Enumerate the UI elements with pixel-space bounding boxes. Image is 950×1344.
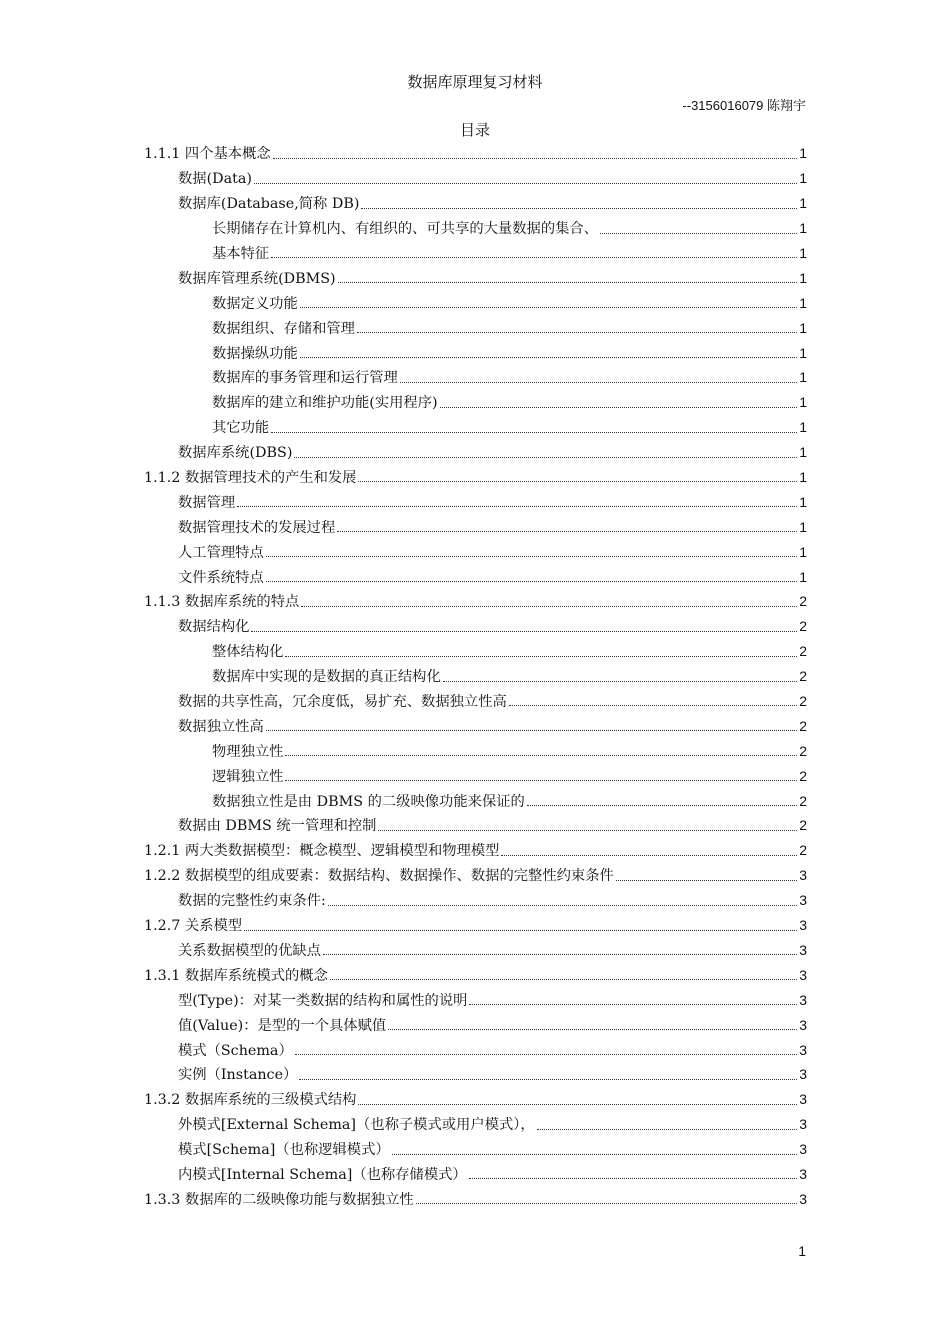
toc-entry[interactable]: [144, 141, 807, 166]
table-of-contents: [144, 141, 807, 1211]
toc-entry-page: 3: [799, 1190, 807, 1207]
toc-entry-title: 数据管理: [178, 494, 236, 511]
toc-entry[interactable]: [144, 390, 807, 415]
toc-entry-title: 数据库管理系统(DBMS): [178, 270, 336, 287]
toc-entry[interactable]: [144, 1087, 807, 1112]
toc-entry-title: 数据由 DBMS 统一管理和控制: [178, 818, 377, 835]
toc-entry-title: 1.1.2 数据管理技术的产生和发展: [144, 470, 357, 487]
toc-entry-title: 物理独立性: [212, 743, 284, 760]
dot-leader: [358, 480, 797, 482]
dot-leader: [357, 331, 797, 333]
toc-entry-page: 1: [799, 518, 807, 535]
dot-leader: [337, 530, 797, 532]
toc-entry[interactable]: [144, 265, 807, 290]
toc-entry[interactable]: [144, 614, 807, 639]
toc-entry-title: 其它功能: [212, 420, 270, 437]
toc-entry-title: 1.1.1 四个基本概念: [144, 146, 271, 163]
toc-entry-page: 3: [799, 991, 807, 1008]
toc-entry-title: 文件系统特点: [178, 569, 264, 586]
toc-entry[interactable]: [144, 788, 807, 813]
dot-leader: [378, 829, 797, 831]
dot-leader: [295, 1053, 797, 1055]
dot-leader: [616, 879, 797, 881]
dot-leader: [443, 680, 797, 682]
toc-entry[interactable]: [144, 589, 807, 614]
dot-leader: [328, 904, 797, 906]
toc-entry[interactable]: [144, 1137, 807, 1162]
dot-leader: [358, 1103, 797, 1105]
dot-leader: [509, 704, 797, 706]
toc-entry-title: 整体结构化: [212, 644, 284, 661]
dot-leader: [294, 456, 797, 458]
toc-entry-page: 1: [799, 245, 807, 261]
toc-entry-page: 1: [799, 493, 807, 510]
toc-entry-page: 1: [799, 269, 807, 286]
toc-entry-page: 3: [799, 1041, 807, 1058]
toc-entry[interactable]: [144, 1037, 807, 1062]
dot-leader: [440, 406, 798, 408]
document-title: 数据库原理复习材料: [407, 73, 543, 91]
dot-leader: [244, 929, 797, 931]
toc-entry-page: 1: [799, 220, 807, 237]
toc-entry-page: 1: [799, 145, 807, 162]
toc-entry-page: 2: [799, 742, 807, 759]
dot-leader: [469, 1177, 797, 1179]
toc-entry[interactable]: [144, 290, 807, 315]
toc-entry[interactable]: [144, 713, 807, 738]
toc-entry-page: 2: [799, 842, 807, 859]
toc-entry-title: 1.2.2 数据模型的组成要素：数据结构、数据操作、数据的完整性约束条件: [144, 868, 614, 885]
toc-entry[interactable]: [144, 738, 807, 763]
toc-entry-page: 1: [799, 294, 807, 311]
toc-entry[interactable]: [144, 838, 807, 863]
dot-leader: [254, 182, 797, 184]
toc-entry-title: 数据(Data): [178, 171, 253, 188]
dot-leader: [301, 605, 797, 607]
toc-entry[interactable]: [144, 987, 807, 1012]
toc-entry-title: 关系数据模型的优缺点: [178, 942, 321, 959]
toc-entry-page: 1: [799, 568, 807, 585]
toc-entry-title: 数据定义功能: [212, 295, 298, 312]
toc-entry-title: 数据管理技术的发展过程: [178, 519, 336, 536]
dot-leader: [600, 232, 797, 234]
toc-entry-page: 3: [799, 867, 807, 884]
toc-entry[interactable]: [144, 166, 807, 191]
toc-entry-title: 长期储存在计算机内、有组织的、可共享的大量数据的集合、: [212, 221, 599, 238]
dot-leader: [330, 978, 797, 980]
dot-leader: [300, 306, 797, 308]
page-number: 1: [798, 1243, 806, 1259]
dot-leader: [392, 1153, 798, 1155]
toc-entry-title: 数据的共享性高，冗余度低，易扩充、数据独立性高: [178, 694, 507, 711]
toc-entry-title: 逻辑独立性: [212, 768, 284, 785]
toc-entry-page: 3: [799, 941, 807, 958]
toc-entry-page: 1: [799, 369, 807, 386]
toc-entry-page: 3: [799, 1066, 807, 1083]
toc-entry-page: 1: [799, 195, 807, 212]
toc-entry-page: 3: [799, 1016, 807, 1033]
toc-entry-title: 模式[Schema]（也称逻辑模式）: [178, 1142, 390, 1159]
toc-entry-title: 实例（Instance）: [178, 1067, 298, 1084]
dot-leader: [537, 1128, 798, 1130]
toc-entry-page: 1: [799, 469, 807, 486]
dot-leader: [285, 779, 797, 781]
toc-entry[interactable]: [144, 415, 807, 440]
toc-entry[interactable]: [144, 1162, 807, 1187]
toc-entry-title: 数据库的事务管理和运行管理: [212, 370, 398, 387]
toc-entry[interactable]: [144, 938, 807, 963]
dot-leader: [527, 804, 797, 806]
toc-entry[interactable]: [144, 465, 807, 490]
toc-entry-title: 数据库中实现的是数据的真正结构化: [212, 669, 441, 686]
dot-leader: [266, 555, 797, 557]
toc-entry-title: 外模式[External Schema]（也称子模式或用户模式），: [178, 1117, 535, 1134]
toc-entry-page: 1: [799, 419, 807, 436]
toc-entry-title: 数据的完整性约束条件:: [178, 893, 326, 910]
toc-entry[interactable]: [144, 514, 807, 539]
dot-leader: [323, 953, 797, 955]
toc-entry[interactable]: [144, 216, 807, 241]
dot-leader: [300, 356, 797, 358]
toc-entry-title: 基本特征: [212, 246, 270, 262]
dot-leader: [361, 207, 797, 209]
toc-entry[interactable]: [144, 564, 807, 589]
toc-entry-page: 3: [799, 1116, 807, 1133]
dot-leader: [285, 754, 797, 756]
toc-entry[interactable]: [144, 763, 807, 788]
toc-entry[interactable]: [144, 440, 807, 465]
toc-entry-page: 1: [799, 543, 807, 560]
toc-entry-title: 数据独立性是由 DBMS 的二级映像功能来保证的: [212, 793, 525, 810]
dot-leader: [416, 1202, 798, 1204]
toc-entry-page: 1: [799, 319, 807, 336]
toc-entry-title: 值(Value)：是型的一个具体赋值: [178, 1017, 387, 1034]
toc-entry-page: 2: [799, 767, 807, 784]
toc-entry-page: 1: [799, 394, 807, 411]
toc-entry-title: 1.3.3 数据库的二级映像功能与数据独立性: [144, 1191, 414, 1208]
toc-entry-title: 1.3.2 数据库系统的三级模式结构: [144, 1092, 357, 1109]
toc-entry[interactable]: [144, 1112, 807, 1137]
toc-entry-title: 数据库(Database,简称 DB): [178, 196, 360, 213]
toc-entry-page: 2: [799, 668, 807, 685]
dot-leader: [338, 281, 798, 283]
toc-entry-title: 数据库的建立和维护功能(实用程序): [212, 395, 438, 412]
dot-leader: [299, 1078, 797, 1080]
toc-entry-title: 型(Type)：对某一类数据的结构和属性的说明: [178, 992, 468, 1009]
toc-entry[interactable]: [144, 1186, 807, 1211]
dot-leader: [266, 729, 797, 731]
dot-leader: [388, 1028, 797, 1030]
toc-entry-page: 1: [799, 444, 807, 461]
toc-entry-page: 3: [799, 1165, 807, 1182]
toc-entry-page: 1: [799, 170, 807, 187]
toc-entry-title: 1.1.3 数据库系统的特点: [144, 594, 300, 611]
toc-entry[interactable]: [144, 1062, 807, 1087]
toc-entry-title: 数据操纵功能: [212, 345, 298, 362]
toc-entry-page: 1: [799, 344, 807, 361]
toc-entry[interactable]: [144, 365, 807, 390]
dot-leader: [251, 630, 797, 632]
toc-entry-title: 内模式[Internal Schema]（也称存储模式）: [178, 1166, 467, 1183]
dot-leader: [237, 505, 797, 507]
toc-entry-title: 数据结构化: [178, 619, 250, 636]
toc-entry-page: 3: [799, 1141, 807, 1158]
toc-entry-title: 1.2.1 两大类数据模型：概念模型、逻辑模型和物理模型: [144, 843, 500, 860]
toc-entry[interactable]: [144, 489, 807, 514]
toc-entry-title: 模式（Schema）: [178, 1042, 293, 1059]
toc-entry-page: 3: [799, 966, 807, 983]
dot-leader: [266, 580, 797, 582]
toc-entry[interactable]: [144, 913, 807, 938]
toc-entry[interactable]: [144, 241, 807, 266]
toc-entry[interactable]: [144, 888, 807, 913]
toc-entry-title: 1.2.7 关系模型: [144, 918, 243, 935]
toc-entry[interactable]: [144, 639, 807, 664]
author-line: --3156016079 陈翔宇: [682, 98, 806, 113]
toc-entry[interactable]: [144, 539, 807, 564]
toc-entry[interactable]: [144, 689, 807, 714]
dot-leader: [285, 655, 797, 657]
toc-entry-page: 3: [799, 892, 807, 909]
toc-entry-page: 3: [799, 1091, 807, 1108]
toc-entry-page: 2: [799, 792, 807, 809]
dot-leader: [501, 854, 797, 856]
dot-leader: [271, 256, 797, 258]
toc-entry-title: 数据组织、存储和管理: [212, 320, 355, 337]
dot-leader: [469, 1003, 797, 1005]
toc-entry-title: 数据库系统(DBS): [178, 445, 293, 462]
toc-entry[interactable]: [144, 340, 807, 365]
toc-entry[interactable]: [144, 962, 807, 987]
dot-leader: [273, 157, 798, 159]
toc-entry-title: 人工管理特点: [178, 544, 264, 561]
toc-entry-page: 2: [799, 593, 807, 610]
toc-entry-title: 1.3.1 数据库系统模式的概念: [144, 967, 328, 984]
toc-entry-title: 数据独立性高: [178, 718, 264, 735]
toc-entry-page: 2: [799, 618, 807, 635]
toc-entry-page: 2: [799, 817, 807, 834]
toc-entry[interactable]: [144, 191, 807, 216]
toc-entry-page: 2: [799, 693, 807, 710]
toc-entry-page: 2: [799, 643, 807, 660]
dot-leader: [271, 431, 797, 433]
toc-entry-page: 3: [799, 917, 807, 934]
toc-entry[interactable]: [144, 1012, 807, 1037]
toc-heading: 目录: [459, 121, 490, 139]
toc-entry[interactable]: [144, 315, 807, 340]
toc-entry[interactable]: [144, 813, 807, 838]
toc-entry-page: 2: [799, 717, 807, 734]
toc-entry[interactable]: [144, 664, 807, 689]
dot-leader: [400, 381, 797, 383]
toc-entry[interactable]: [144, 863, 807, 888]
